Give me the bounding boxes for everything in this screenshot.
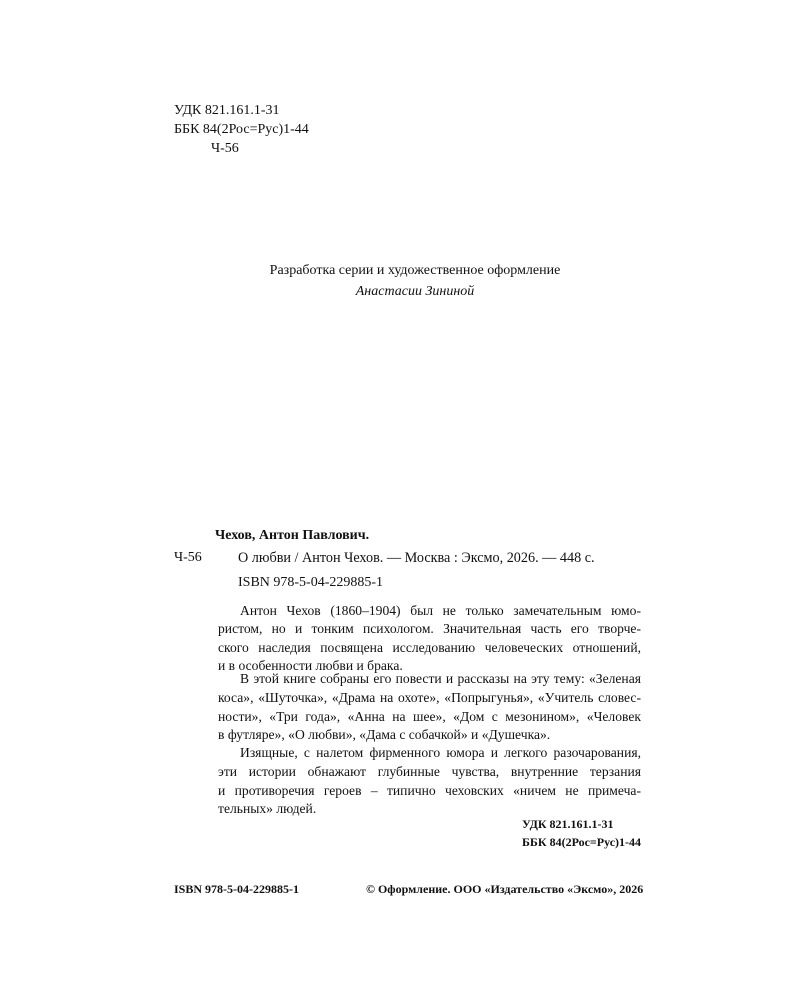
- annotation-line: и противоречия героев – типично чеховских «ничем не примеча-: [218, 783, 641, 798]
- annotation-line: коса», «Шуточка», «Драма на охоте», «Попрыгунья», «Учитель словес-: [218, 690, 641, 705]
- annotation-line: и в особенности любви и брака.: [218, 658, 403, 673]
- catalog-isbn: ISBN 978-5-04-229885-1: [238, 575, 384, 590]
- annotation-line: тельных» людей.: [218, 801, 317, 816]
- annotation-line: ристом, но и тонким психологом. Значительная часть его творче-: [218, 621, 641, 636]
- catalog-title: О любви / Антон Чехов. — Москва : Эксмо, 2026. — 448 с.: [238, 550, 595, 566]
- footer-copyright: © Оформление. ООО «Издательство «Эксмо», 2026: [366, 882, 644, 896]
- catalog-author: Чехов, Антон Павлович.: [215, 528, 370, 543]
- design-credit: Разработка серии и художественное оформление: [269, 263, 561, 278]
- author-mark: Ч-56: [211, 141, 239, 156]
- udk-code: УДК 821.161.1-31: [174, 103, 280, 118]
- footer-isbn: ISBN 978-5-04-229885-1: [174, 882, 299, 896]
- annotation-line: эти истории обнажают глубинные чувства, внутренние терзания: [218, 764, 641, 779]
- catalog-mark: Ч-56: [174, 550, 202, 565]
- annotation-line: ности», «Три года», «Анна на шее», «Дом с мезонином», «Человек: [218, 709, 641, 724]
- annotation-line: ского наследия посвящена исследованию человеческих отношений,: [218, 640, 641, 655]
- designer-name: Анастасии Зининой: [355, 284, 475, 299]
- bbk-code: ББК 84(2Рос=Рус)1-44: [174, 122, 309, 137]
- annotation-line: Изящные, с налетом фирменного юмора и легкого разочарования,: [240, 745, 641, 760]
- annotation-bbk: ББК 84(2Рос=Рус)1-44: [522, 835, 642, 849]
- annotation-line: Антон Чехов (1860–1904) был не только замечательным юмо-: [240, 603, 641, 618]
- annotation-line: в футляре», «О любви», «Дама с собачкой» и «Душечка».: [218, 727, 551, 742]
- annotation-udk: УДК 821.161.1-31: [522, 817, 614, 831]
- annotation-line: В этой книге собраны его повести и рассказы на эту тему: «Зеленая: [240, 671, 641, 686]
